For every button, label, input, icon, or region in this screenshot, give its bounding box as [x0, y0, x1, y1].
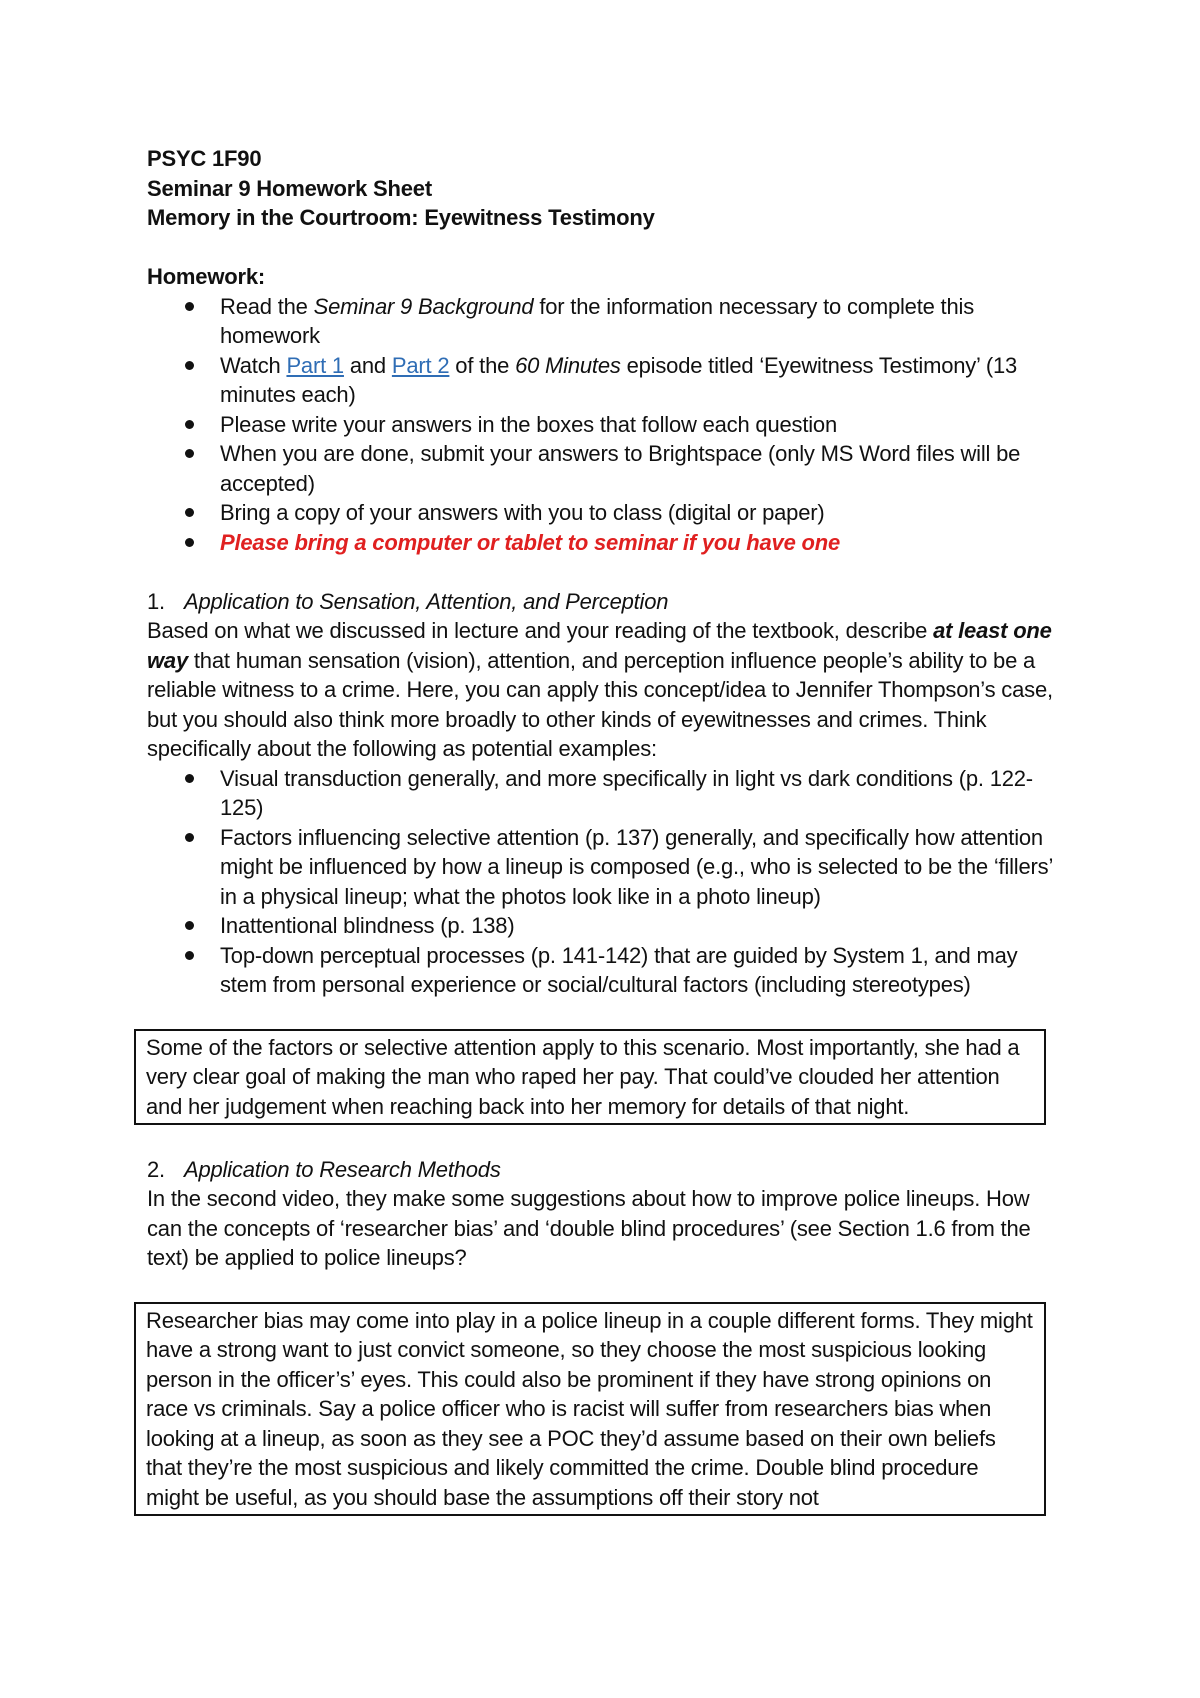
bullet-icon [185, 420, 194, 429]
question-2-body: In the second video, they make some suggestions about how to improve police lineups. How can the concepts of ‘researcher bias’ and ‘double blind procedures’ (see Section 1.6 from the text) be applied to police lineups? [147, 1186, 1031, 1270]
question-heading: Application to Research Methods [184, 1156, 501, 1182]
homework-list [147, 292, 1067, 558]
question-1-body [147, 616, 1067, 764]
list-item [147, 498, 1067, 528]
bullet-icon [185, 774, 194, 783]
text: Bring a copy of your answers with you to class (digital or paper) [220, 500, 825, 525]
answer-1-text[interactable]: Some of the factors or selective attention apply to this scenario. Most importantly, she had a very clear goal of making the man who raped her pay. That could’ve clouded her attention and her judgement when reaching back into her memory for details of that night. [146, 1034, 1020, 1119]
text: When you are done, submit your answers to Brightspace (only MS Word files will be accepted) [220, 441, 1021, 496]
text: for the information necessary to complete this homework [220, 293, 974, 348]
answer-box-2[interactable] [134, 1302, 1046, 1516]
question-1-examples [147, 764, 1067, 1000]
text: Inattentional blindness (p. 138) [220, 913, 515, 938]
bullet-icon [185, 538, 194, 547]
text: Please write your answers in the boxes that follow each question [220, 411, 837, 437]
bullet-icon [185, 833, 194, 842]
part-1-link[interactable]: Part 1 [286, 352, 344, 378]
answer-box-1[interactable] [134, 1029, 1046, 1126]
answer-2-text[interactable]: Researcher bias may come into play in a police lineup in a couple different forms. They might have a strong want to just convict someone, so they choose the most suspicious looking person in the officer’s’ eyes. This could also be prominent if they have strong opinions on race vs criminals. Say a police officer who is racist will suffer from researchers bias when looking at a lineup, as soon as they see a POC they’d assume based on their own beliefs that they’re the most suspicious and likely committed the crime. Double blind procedure might be useful, as you should base the assumptions off their story not [146, 1307, 1033, 1510]
text: Watch [220, 352, 287, 378]
bullet-icon [185, 361, 194, 370]
question-1-title [147, 587, 1067, 617]
text: Read the [220, 293, 314, 319]
question-2-title [147, 1155, 1067, 1185]
background-reference: Seminar 9 Background [313, 293, 534, 319]
list-item [147, 410, 1067, 440]
bullet-icon [185, 302, 194, 311]
computer-reminder: Please bring a computer or tablet to seminar if you have one [220, 529, 841, 555]
list-item [147, 528, 1067, 558]
question-heading: Application to Sensation, Attention, and Perception [184, 588, 669, 614]
question-number: 2. [147, 1156, 165, 1182]
list-item [147, 292, 1067, 351]
list-item [147, 439, 1067, 498]
text: episode titled ‘Eyewitness Testimony’ (13 minutes each) [220, 352, 1018, 407]
text: Top-down perceptual processes (p. 141-142) that are guided by System 1, and may stem from personal experience or social/cultural factors (including stereotypes) [220, 942, 1018, 997]
text: and [343, 352, 392, 378]
show-title: 60 Minutes [515, 352, 621, 378]
document-content [147, 144, 1067, 1516]
text: Factors influencing selective attention (p. 137) generally, and specifically how attention might be influenced by how a lineup is composed (e.g., who is selected to be the ‘fillers’ in a physical lineup; what the photos look like in a photo lineup) [220, 824, 1053, 909]
bullet-icon [185, 449, 194, 458]
bullet-icon [185, 921, 194, 930]
text: of the [449, 352, 516, 378]
list-item [147, 911, 1067, 941]
list-item [147, 941, 1067, 1000]
emphasis: at least one way [147, 618, 1052, 673]
sheet-title: Seminar 9 Homework Sheet [147, 175, 432, 201]
bullet-icon [185, 951, 194, 960]
homework-label: Homework: [147, 264, 265, 289]
topic-title: Memory in the Courtroom: Eyewitness Testimony [147, 205, 655, 230]
course-code: PSYC 1F90 [147, 146, 262, 171]
list-item [147, 351, 1067, 410]
list-item [147, 764, 1067, 823]
text: that human sensation (vision), attention, and perception influence people’s ability to be a reliable witness to a crime. Here, you can apply this concept/idea to Jennifer Thompson’s case, but you should also think more broadly to other kinds of eyewitnesses and crimes. Think specifically about the following as potential examples: [147, 647, 1053, 761]
list-item [147, 823, 1067, 912]
question-number: 1. [147, 588, 165, 614]
text: Based on what we discussed in lecture and your reading of the textbook, describe [147, 618, 934, 643]
bullet-icon [185, 508, 194, 517]
text: Visual transduction generally, and more specifically in light vs dark conditions (p. 122-125) [220, 765, 1033, 820]
part-2-link[interactable]: Part 2 [391, 352, 450, 378]
